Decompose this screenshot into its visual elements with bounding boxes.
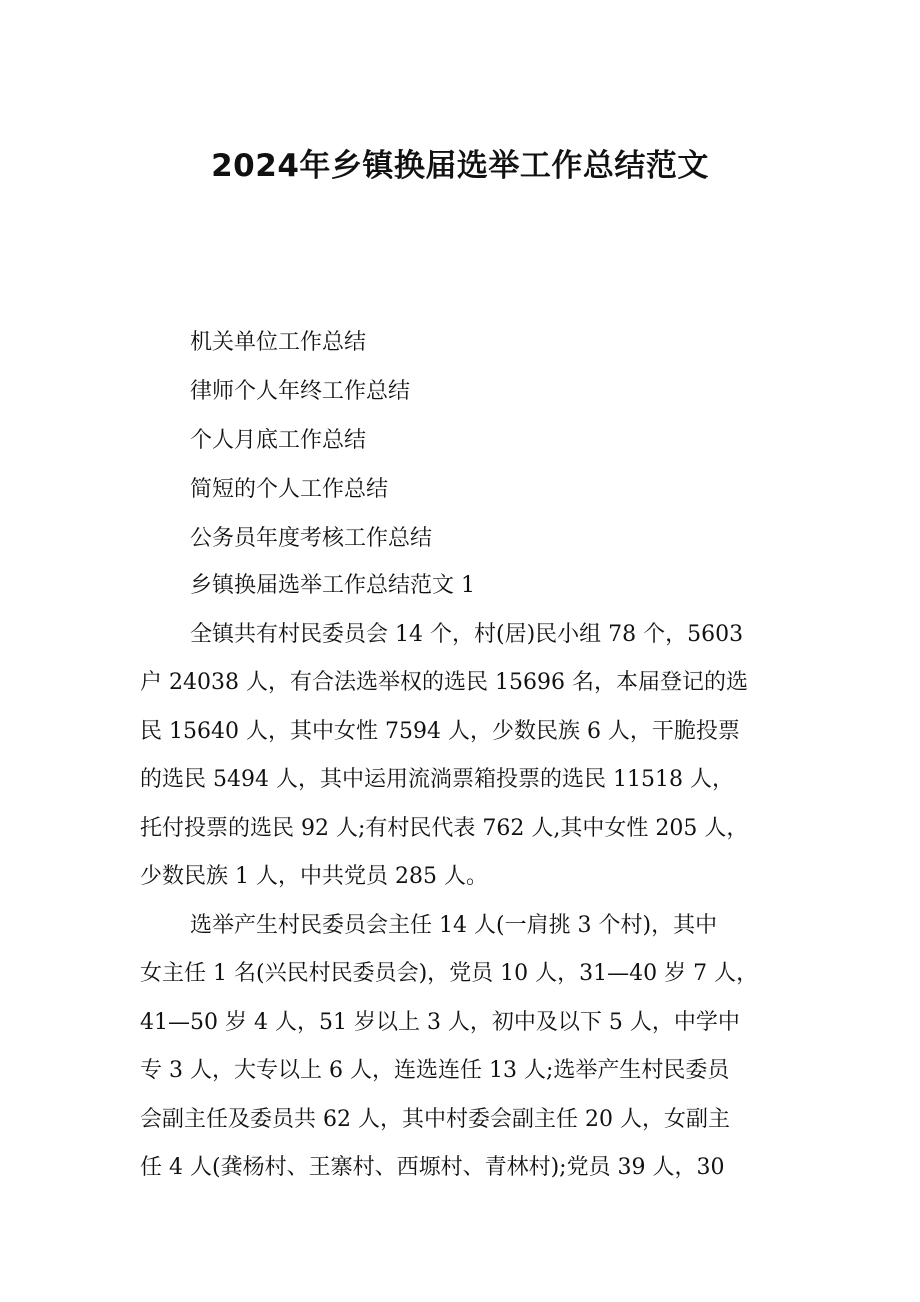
paragraph-1 bbox=[140, 611, 785, 902]
document-title: 2024年乡镇换届选举工作总结范文 bbox=[211, 148, 709, 184]
paragraph-line: 少数民族 1 人，中共党员 285 人。 bbox=[140, 864, 488, 889]
related-link[interactable]: 简短的个人工作总结 bbox=[190, 477, 389, 502]
paragraph-line: 民 15640 人，其中女性 7594 人，少数民族 6 人，干脆投票 bbox=[140, 718, 740, 744]
paragraph-line: 女主任 1 名(兴民村民委员会)，党员 10 人，31—40 岁 7 人， bbox=[140, 961, 759, 986]
related-link[interactable]: 个人月底工作总结 bbox=[190, 428, 367, 453]
related-link[interactable]: 机关单位工作总结 bbox=[190, 330, 367, 355]
paragraph-line: 专 3 人，大专以上 6 人，连选连任 13 人;选举产生村民委员 bbox=[140, 1058, 730, 1083]
paragraph-line: 的选民 5494 人，其中运用流淌票箱投票的选民 11518 人， bbox=[140, 767, 734, 792]
paragraph-line: 托付投票的选民 92 人;有村民代表 762 人,其中女性 205 人， bbox=[140, 815, 749, 841]
paragraph-line: 任 4 人(龚杨村、王寨村、西塬村、青林村);党员 39 人，30 bbox=[140, 1155, 725, 1180]
paragraph-line: 全镇共有村民委员会 14 个，村(居)民小组 78 个，5603 bbox=[190, 621, 744, 647]
paragraph-line: 户 24038 人，有合法选举权的选民 15696 名，本届登记的选 bbox=[140, 670, 748, 695]
paragraph-2 bbox=[140, 902, 785, 1193]
paragraph-line: 会副主任及委员共 62 人，其中村委会副主任 20 人，女副主 bbox=[140, 1106, 730, 1132]
paragraph-line: 41—50 岁 4 人，51 岁以上 3 人，初中及以下 5 人，中学中 bbox=[140, 1009, 740, 1035]
related-links-list bbox=[190, 318, 432, 563]
document-body bbox=[140, 562, 785, 1193]
paragraph-line: 选举产生村民委员会主任 14 人(一肩挑 3 个村)，其中 bbox=[190, 912, 718, 938]
section-heading: 乡镇换届选举工作总结范文 1 bbox=[190, 573, 475, 598]
related-link[interactable]: 律师个人年终工作总结 bbox=[190, 379, 411, 404]
related-link[interactable]: 公务员年度考核工作总结 bbox=[190, 526, 433, 551]
